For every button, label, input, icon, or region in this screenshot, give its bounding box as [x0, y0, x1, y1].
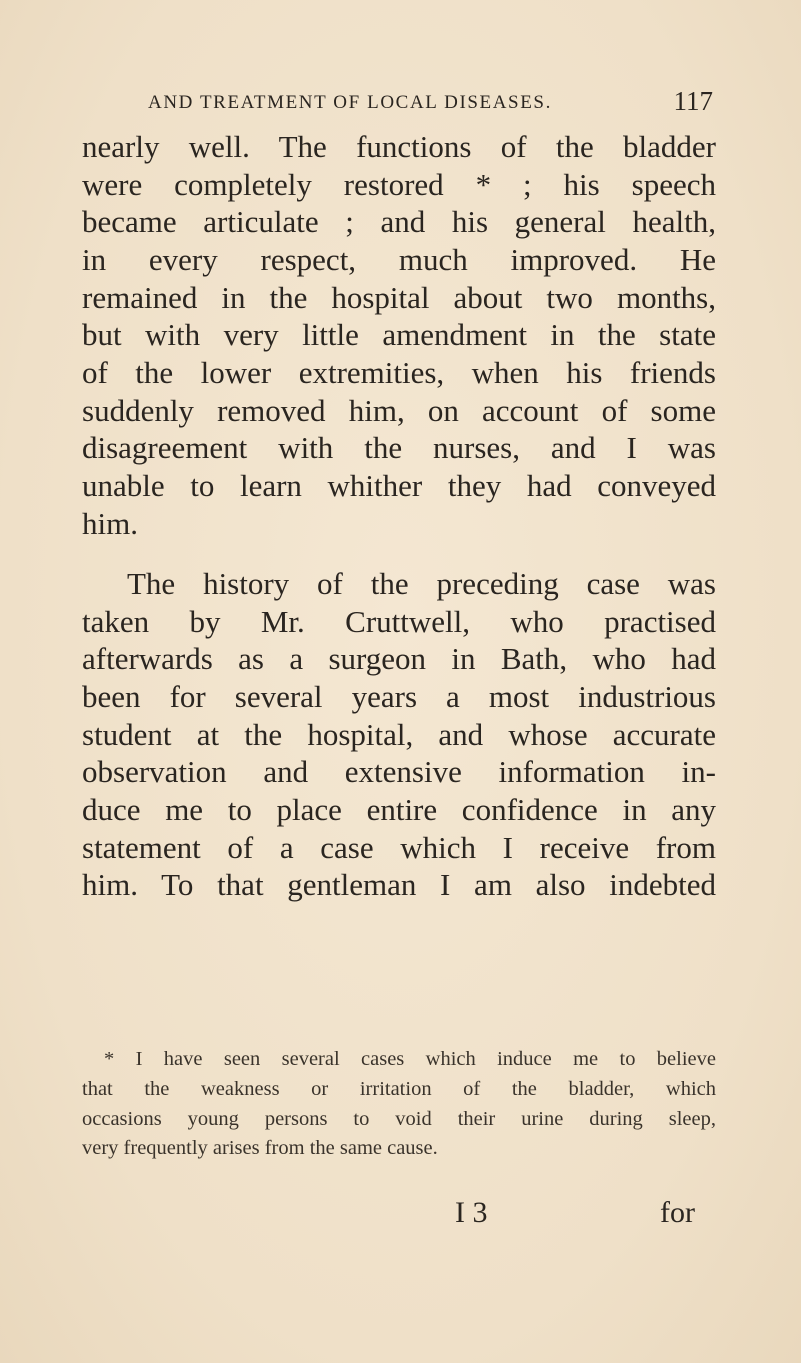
body-line: been for several years a most industrious — [82, 679, 716, 714]
signature-mark: I 3 — [455, 1196, 488, 1229]
body-line: afterwards as a surgeon in Bath, who had — [82, 641, 716, 676]
body-line: him. — [82, 506, 138, 541]
catchword: for — [660, 1196, 695, 1229]
body-line: remained in the hospital about two months, — [82, 280, 716, 315]
body-line: nearly well. The functions of the bladder — [82, 129, 716, 164]
body-line: of the lower extremities, when his friends — [82, 355, 716, 390]
body-line: suddenly removed him, on account of some — [82, 393, 716, 428]
body-line: but with very little amendment in the state — [82, 317, 716, 352]
running-head-title: AND TREATMENT OF LOCAL DISEASES. — [148, 92, 552, 113]
body-line: observation and extensive information in- — [82, 754, 716, 789]
footnote-line: * I have seen several cases which induce me to believe — [104, 1048, 716, 1070]
body-line: unable to learn whither they had conveyed — [82, 468, 716, 503]
page-number: 117 — [673, 86, 713, 116]
body-line: student at the hospital, and whose accurate — [82, 717, 716, 752]
body-line: were completely restored * ; his speech — [82, 167, 716, 202]
body-line: The history of the preceding case was — [127, 566, 716, 601]
body-line: in every respect, much improved. He — [82, 242, 716, 277]
body-line: duce me to place entire confidence in any — [82, 792, 716, 827]
body-line: him. To that gentleman I am also indebted — [82, 867, 716, 902]
running-head — [148, 88, 713, 118]
footnote-line: very frequently arises from the same cause. — [82, 1137, 438, 1159]
body-line: became articulate ; and his general health, — [82, 204, 716, 239]
body-line: statement of a case which I receive from — [82, 830, 716, 865]
footnote-line: that the weakness or irritation of the bladder, which — [82, 1078, 716, 1100]
body-line: taken by Mr. Cruttwell, who practised — [82, 604, 716, 639]
footnote-line: occasions young persons to void their urine during sleep, — [82, 1108, 716, 1130]
body-line: disagreement with the nurses, and I was — [82, 430, 716, 465]
